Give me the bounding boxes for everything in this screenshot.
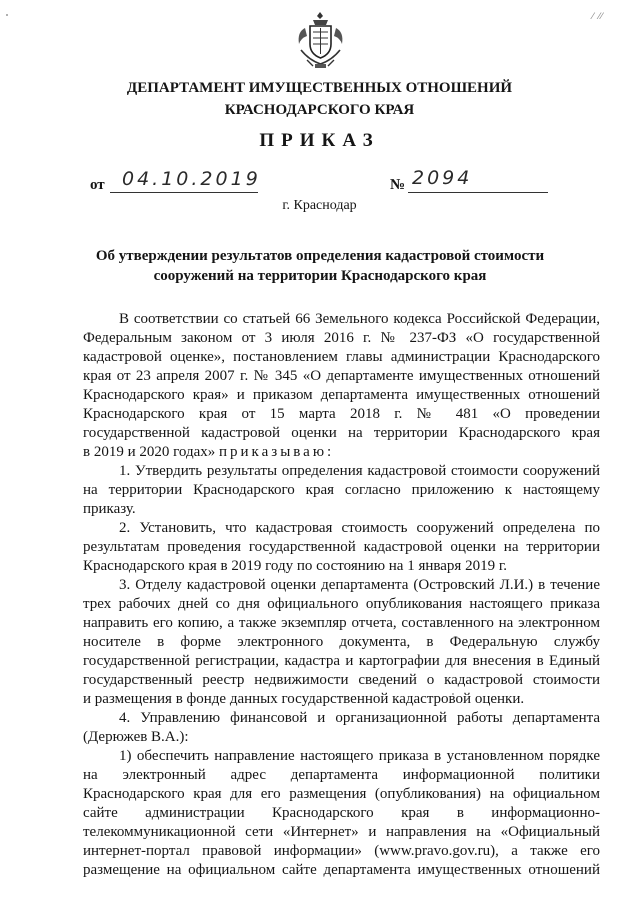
document-type-title: ПРИКАЗ (259, 130, 380, 151)
department-name-line1: ДЕПАРТАМЕНТ ИМУЩЕСТВЕННЫХ ОТНОШЕНИЙ (126, 80, 513, 96)
body-line: Краснодарского края» и приказом департамента имущественных отношений (83, 387, 600, 403)
body-line: и размещения в фонде данных государственной кадастровой оценки. (83, 691, 525, 707)
body-line: 3. Отделу кадастровой оценки департамента (Островский Л.И.) в течение (119, 577, 600, 593)
subject-line: Об утверждении результатов определения кадастровой стоимости (95, 248, 545, 264)
body-line-with-directive (83, 443, 600, 462)
body-line: приказу. (83, 501, 136, 517)
body-text (83, 310, 600, 880)
body-line: носителе в форме электронного документа, в Федеральную службу (83, 634, 600, 650)
body-line: на территории Краснодарского края согласно приложению к настоящему (83, 482, 600, 498)
number-label: № (390, 177, 406, 193)
body-line: направить его копию, а также экземпляр отчета, составленного на электронном (83, 615, 600, 631)
number-underline (408, 192, 548, 193)
date-underline (110, 192, 258, 193)
body-line: Краснодарского края в 2019 году по состоянию на 1 января 2019 г. (83, 558, 508, 574)
body-line: государственный реестр недвижимости сведений о кадастровой стоимости (83, 672, 600, 688)
body-line: 1. Утвердить результаты определения кадастровой стоимости сооружений (119, 463, 600, 479)
body-line: телекоммуникационной сети «Интернет» и направления на «Официальный (83, 824, 600, 840)
body-line: Федеральным законом от 3 июля 2016 г. № 237-ФЗ «О государственной (83, 330, 600, 346)
body-line: государственной регистрации, кадастра и картографии для внесения в Единый (83, 653, 600, 669)
department-name-line2: КРАСНОДАРСКОГО КРАЯ (224, 102, 415, 118)
scan-corner-mark: ⁄ ⁄⁄ (592, 12, 604, 22)
body-line: 4. Управлению финансовой и организационной работы департамента (119, 710, 600, 726)
body-line: интернет-портал правовой информации» (www.pravo.gov.ru), а также его (83, 843, 600, 859)
subject-line: сооружений на территории Краснодарского края (153, 268, 487, 284)
body-line: Краснодарского края от 15 марта 2018 г. № 481 «О проведении (83, 406, 600, 422)
body-line: кадастровой оценке», постановлением главы администрации Краснодарского (83, 349, 600, 365)
body-line: (Дерюжев В.А.): (83, 729, 189, 745)
body-line: 2. Установить, что кадастровая стоимость сооружений определена по (119, 520, 600, 536)
city-line: г. Краснодар (282, 198, 357, 213)
handwritten-number: 2094 (412, 167, 473, 189)
subject-heading (60, 246, 580, 286)
body-line: результатам проведения государственной кадастровой оценки на территории (83, 539, 600, 555)
body-line: на электронный адрес департамента информационной политики (83, 767, 600, 783)
coat-of-arms-emblem (293, 10, 348, 70)
body-line-text: в 2019 и 2020 годах» (83, 444, 216, 460)
body-line: размещение на официальном сайте департамента имущественных отношений (83, 862, 600, 878)
body-line: В соответствии со статьей 66 Земельного кодекса Российской Федерации, (119, 311, 600, 327)
body-line: сайте администрации Краснодарского края в информационно- (83, 805, 600, 821)
body-line: государственной кадастровой оценки на территории Краснодарского края (83, 425, 600, 441)
body-line: Краснодарского края для его размещения (опубликования) на официальном (83, 786, 600, 802)
body-line: 1) обеспечить направление настоящего приказа в установленном порядке (119, 748, 600, 764)
scan-speck (6, 14, 8, 16)
body-line: края от 23 апреля 2007 г. № 345 «О департаменте имущественных отношений (83, 368, 600, 384)
date-label: от (90, 177, 105, 193)
directive-word: приказываю: (219, 444, 335, 460)
body-line: трех рабочих дней со дня официального опубликования настоящего приказа (83, 596, 600, 612)
handwritten-date: 04.10.2019 (122, 168, 261, 190)
